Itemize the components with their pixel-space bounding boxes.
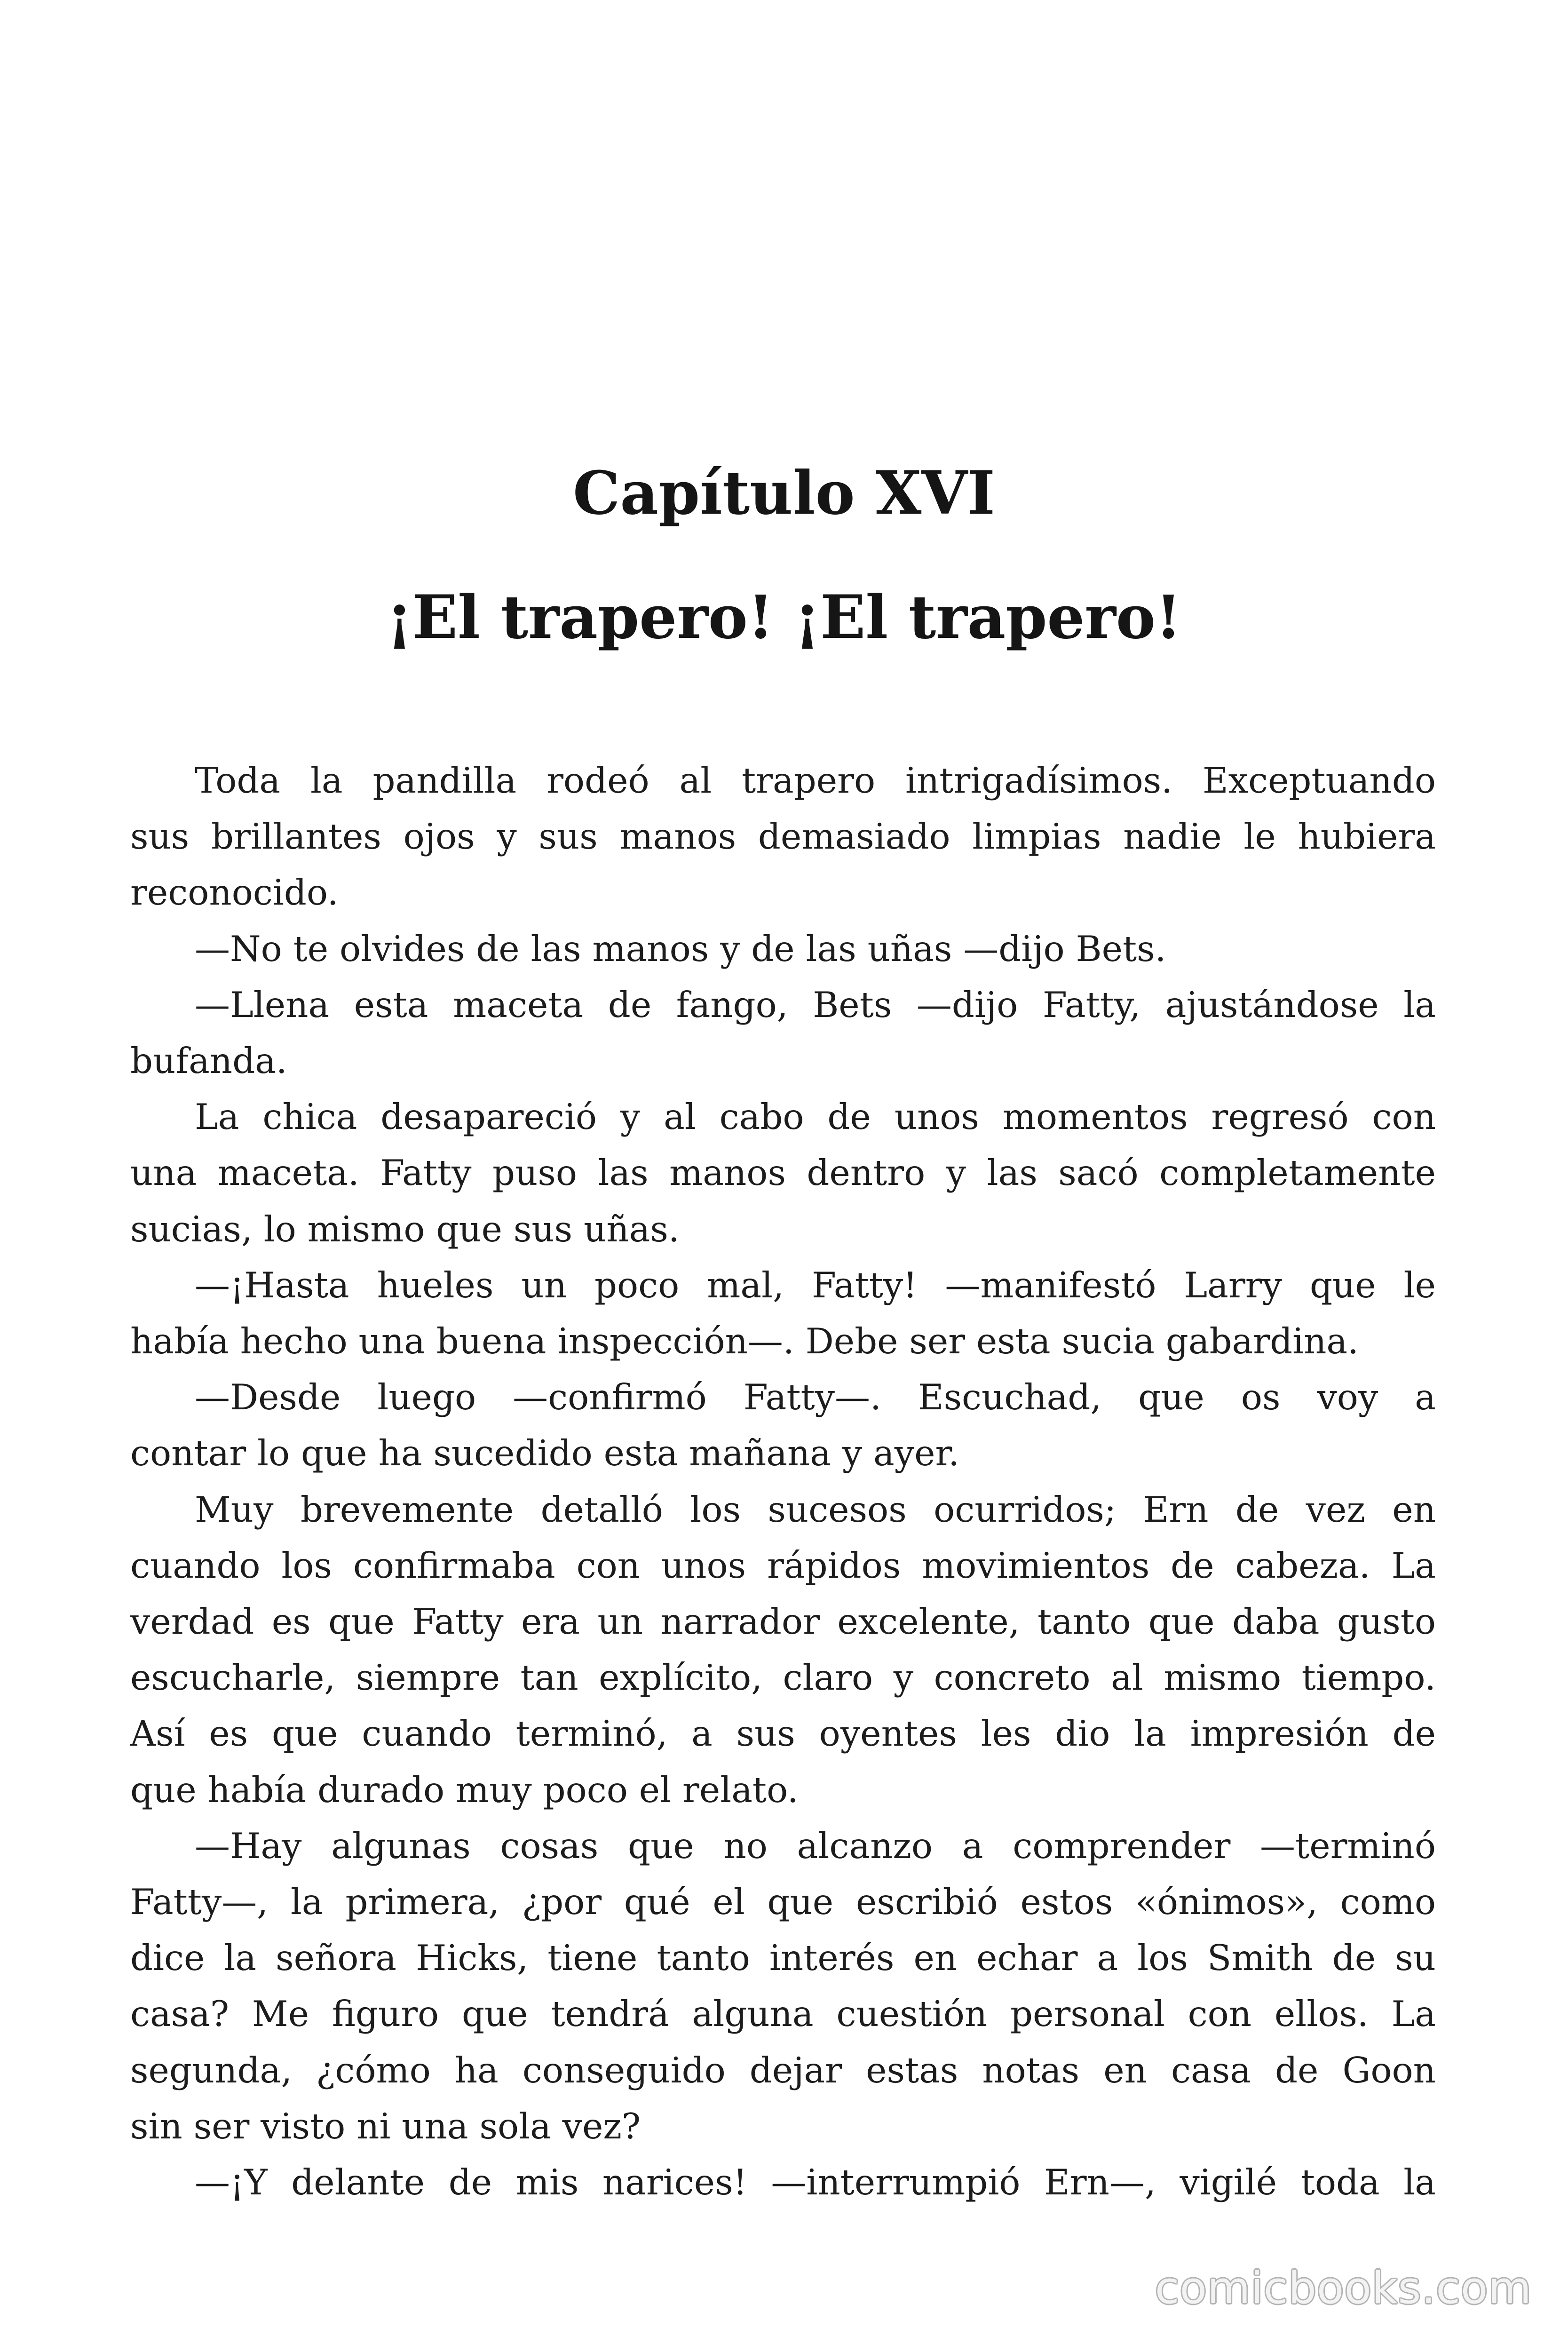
text-line: cuando los confirmaba con unos rápidos movimientos de cabeza. La	[130, 1544, 1436, 1586]
paragraph	[130, 2154, 1436, 2210]
chapter-title: ¡El trapero! ¡El trapero!	[386, 582, 1182, 652]
text-line: que había durado muy poco el relato.	[130, 1769, 799, 1811]
paragraph	[130, 1257, 1436, 1369]
text-line: sucias, lo mismo que sus uñas.	[130, 1208, 680, 1250]
text-line: —Llena esta maceta de fango, Bets —dijo Fatty, ajustándose la	[195, 984, 1436, 1025]
text-line: una maceta. Fatty puso las manos dentro y las sacó completamente	[130, 1152, 1436, 1194]
chapter-body	[130, 753, 1436, 2210]
text-line: Muy brevemente detalló los sucesos ocurridos; Ern de vez en	[195, 1488, 1436, 1530]
text-line: había hecho una buena inspección—. Debe ser esta sucia gabardina.	[130, 1320, 1359, 1362]
text-line: bufanda.	[130, 1040, 287, 1082]
text-line: —Desde luego —confirmó Fatty—. Escuchad, que os voy a	[195, 1376, 1436, 1418]
text-line: casa? Me figuro que tendrá alguna cuestión personal con ellos. La	[130, 1993, 1436, 2035]
paragraph	[130, 753, 1436, 921]
text-line: —¡Hasta hueles un poco mal, Fatty! —manifestó Larry que le	[195, 1264, 1436, 1306]
text-line: —No te olvides de las manos y de las uñas —dijo Bets.	[195, 928, 1166, 969]
text-line: Toda la pandilla rodeó al trapero intrigadísimos. Exceptuando	[195, 760, 1436, 801]
paragraph	[130, 921, 1436, 977]
paragraph	[130, 977, 1436, 1089]
text-line: —¡Y delante de mis narices! —interrumpió Ern—, vigilé toda la	[195, 2161, 1436, 2203]
text-line: La chica desapareció y al cabo de unos momentos regresó con	[195, 1096, 1436, 1138]
text-line: segunda, ¿cómo ha conseguido dejar estas notas en casa de Goon	[130, 2049, 1436, 2091]
text-line: Así es que cuando terminó, a sus oyentes les dio la impresión de	[130, 1713, 1436, 1755]
text-line: reconocido.	[130, 872, 339, 914]
paragraph	[130, 1369, 1436, 1481]
watermark: comicbooks.com	[1155, 2263, 1532, 2314]
paragraph	[130, 1482, 1436, 1818]
text-line: —Hay algunas cosas que no alcanzo a comprender —terminó	[195, 1825, 1436, 1867]
chapter-heading: Capítulo XVI	[573, 458, 995, 528]
text-line: sus brillantes ojos y sus manos demasiado limpias nadie le hubiera	[130, 816, 1436, 858]
text-line: escucharle, siempre tan explícito, claro y concreto al mismo tiempo.	[130, 1657, 1436, 1699]
text-line: dice la señora Hicks, tiene tanto interés en echar a los Smith de su	[130, 1937, 1436, 1979]
text-line: contar lo que ha sucedido esta mañana y ayer.	[130, 1432, 959, 1474]
paragraph	[130, 1089, 1436, 1257]
paragraph	[130, 1818, 1436, 2154]
text-line: Fatty—, la primera, ¿por qué el que escribió estos «ónimos», como	[130, 1881, 1436, 1923]
text-line: verdad es que Fatty era un narrador excelente, tanto que daba gusto	[130, 1601, 1436, 1643]
text-line: sin ser visto ni una sola vez?	[130, 2105, 641, 2147]
